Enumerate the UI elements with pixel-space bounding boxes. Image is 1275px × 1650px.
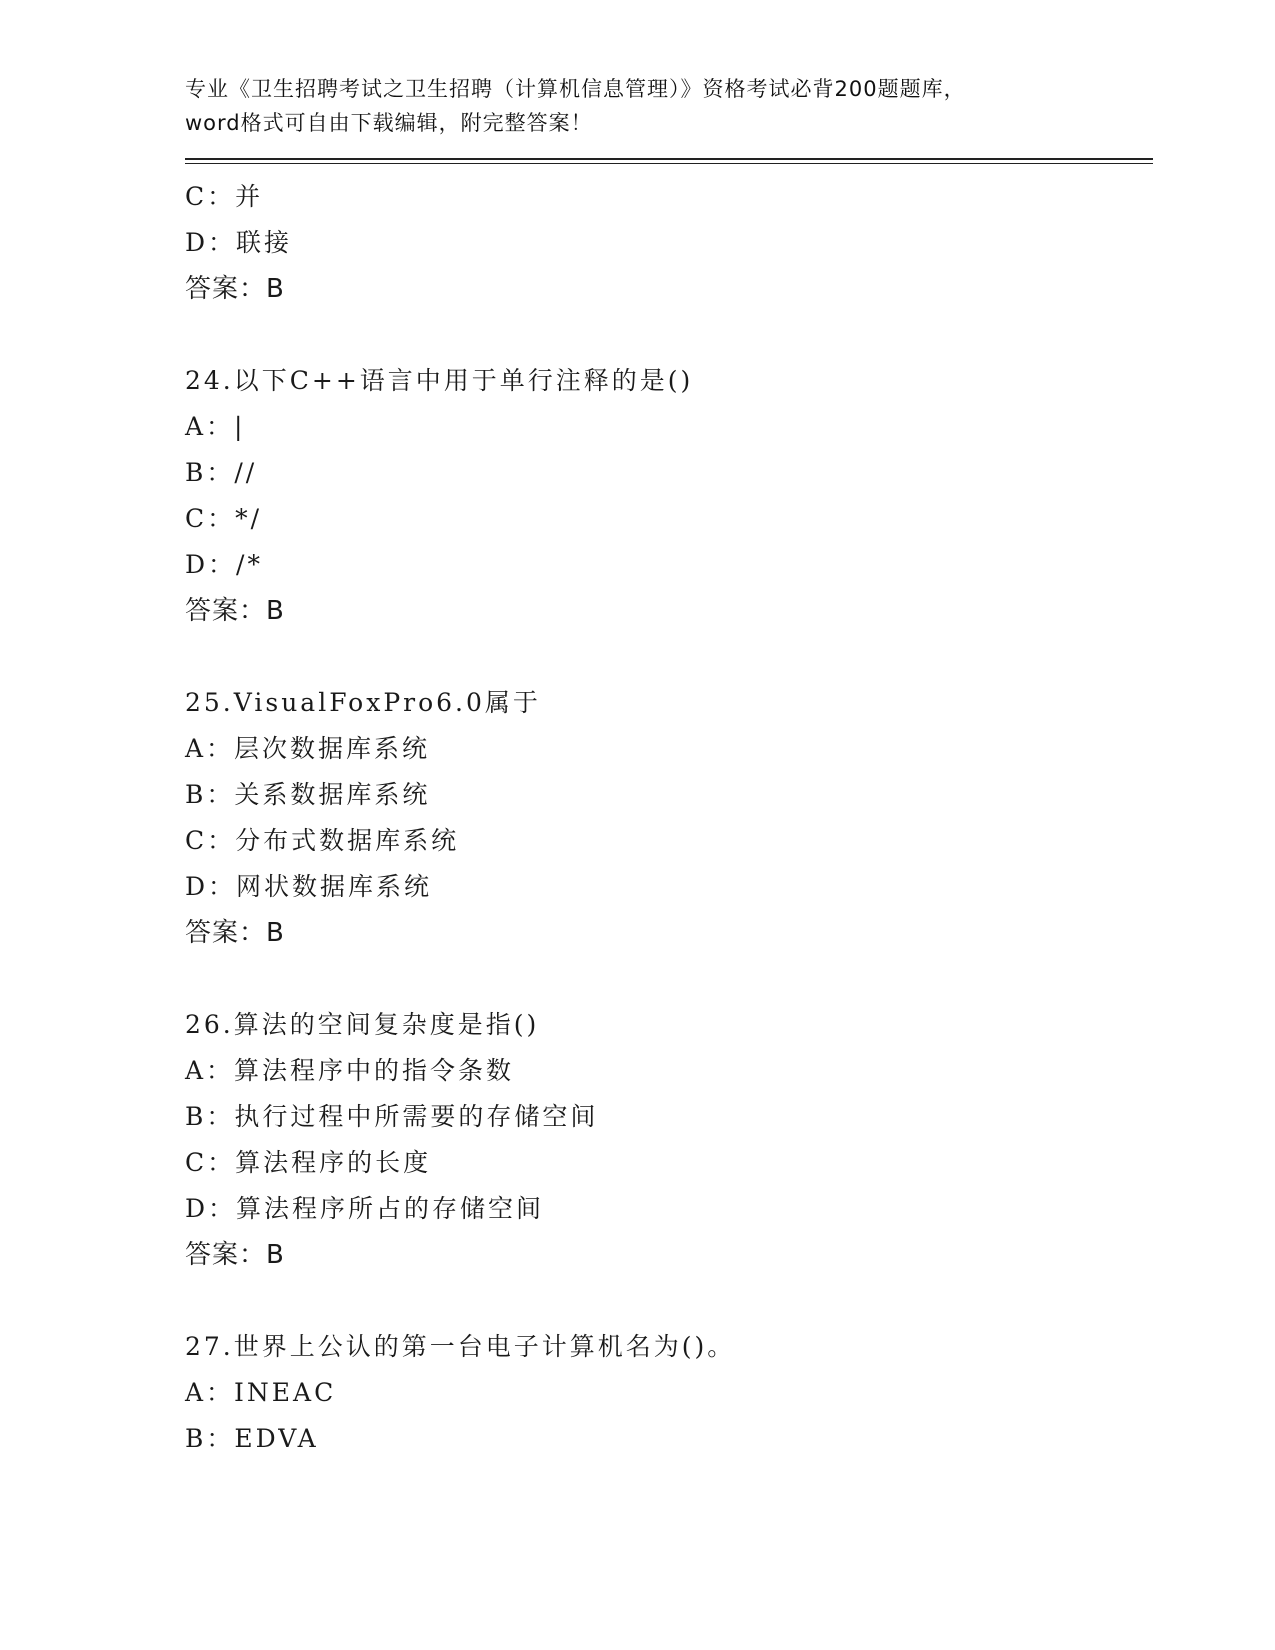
question-26 <box>185 1002 1155 1278</box>
question-stem: 26.算法的空间复杂度是指() <box>185 1010 540 1039</box>
option-a: A：INEAC <box>185 1378 337 1407</box>
spacer <box>185 634 1155 680</box>
option-d: D：/* <box>185 550 263 579</box>
question-24 <box>185 358 1155 634</box>
option-d: D：算法程序所占的存储空间 <box>185 1194 545 1223</box>
answer: 答案：B <box>185 918 285 948</box>
option-c: C：算法程序的长度 <box>185 1148 432 1177</box>
spacer <box>185 1278 1155 1324</box>
option-b: B：执行过程中所需要的存储空间 <box>185 1102 599 1131</box>
option-d: D：网状数据库系统 <box>185 872 433 901</box>
option-a: A：| <box>185 412 246 441</box>
option-a: A：层次数据库系统 <box>185 734 431 763</box>
answer: 答案：B <box>185 274 285 304</box>
header-title-line-1: 专业《卫生招聘考试之卫生招聘（计算机信息管理）》资格考试必背200题题库， <box>185 77 966 101</box>
option-c: C：分布式数据库系统 <box>185 826 460 855</box>
spacer <box>185 312 1155 358</box>
option-b: B：EDVA <box>185 1424 319 1453</box>
question-25 <box>185 680 1155 956</box>
option-b: B：关系数据库系统 <box>185 780 431 809</box>
option-c: C：*/ <box>185 504 263 533</box>
question-23-fragment <box>185 174 1155 312</box>
answer: 答案：B <box>185 596 285 626</box>
option-d: D：联接 <box>185 228 293 257</box>
spacer <box>185 956 1155 1002</box>
option-c: C：并 <box>185 182 264 211</box>
question-stem: 27.世界上公认的第一台电子计算机名为()。 <box>185 1332 736 1361</box>
option-b: B：// <box>185 458 258 487</box>
document-page <box>185 72 1155 1462</box>
header-divider <box>185 158 1153 164</box>
document-header <box>185 72 1155 140</box>
question-list <box>185 174 1155 1462</box>
option-a: A：算法程序中的指令条数 <box>185 1056 515 1085</box>
question-stem: 24.以下C++语言中用于单行注释的是() <box>185 366 694 395</box>
question-stem: 25.VisualFoxPro6.0属于 <box>185 688 541 717</box>
answer: 答案：B <box>185 1240 285 1270</box>
question-27 <box>185 1324 1155 1462</box>
header-title-line-2: word格式可自由下载编辑，附完整答案！ <box>185 111 593 135</box>
